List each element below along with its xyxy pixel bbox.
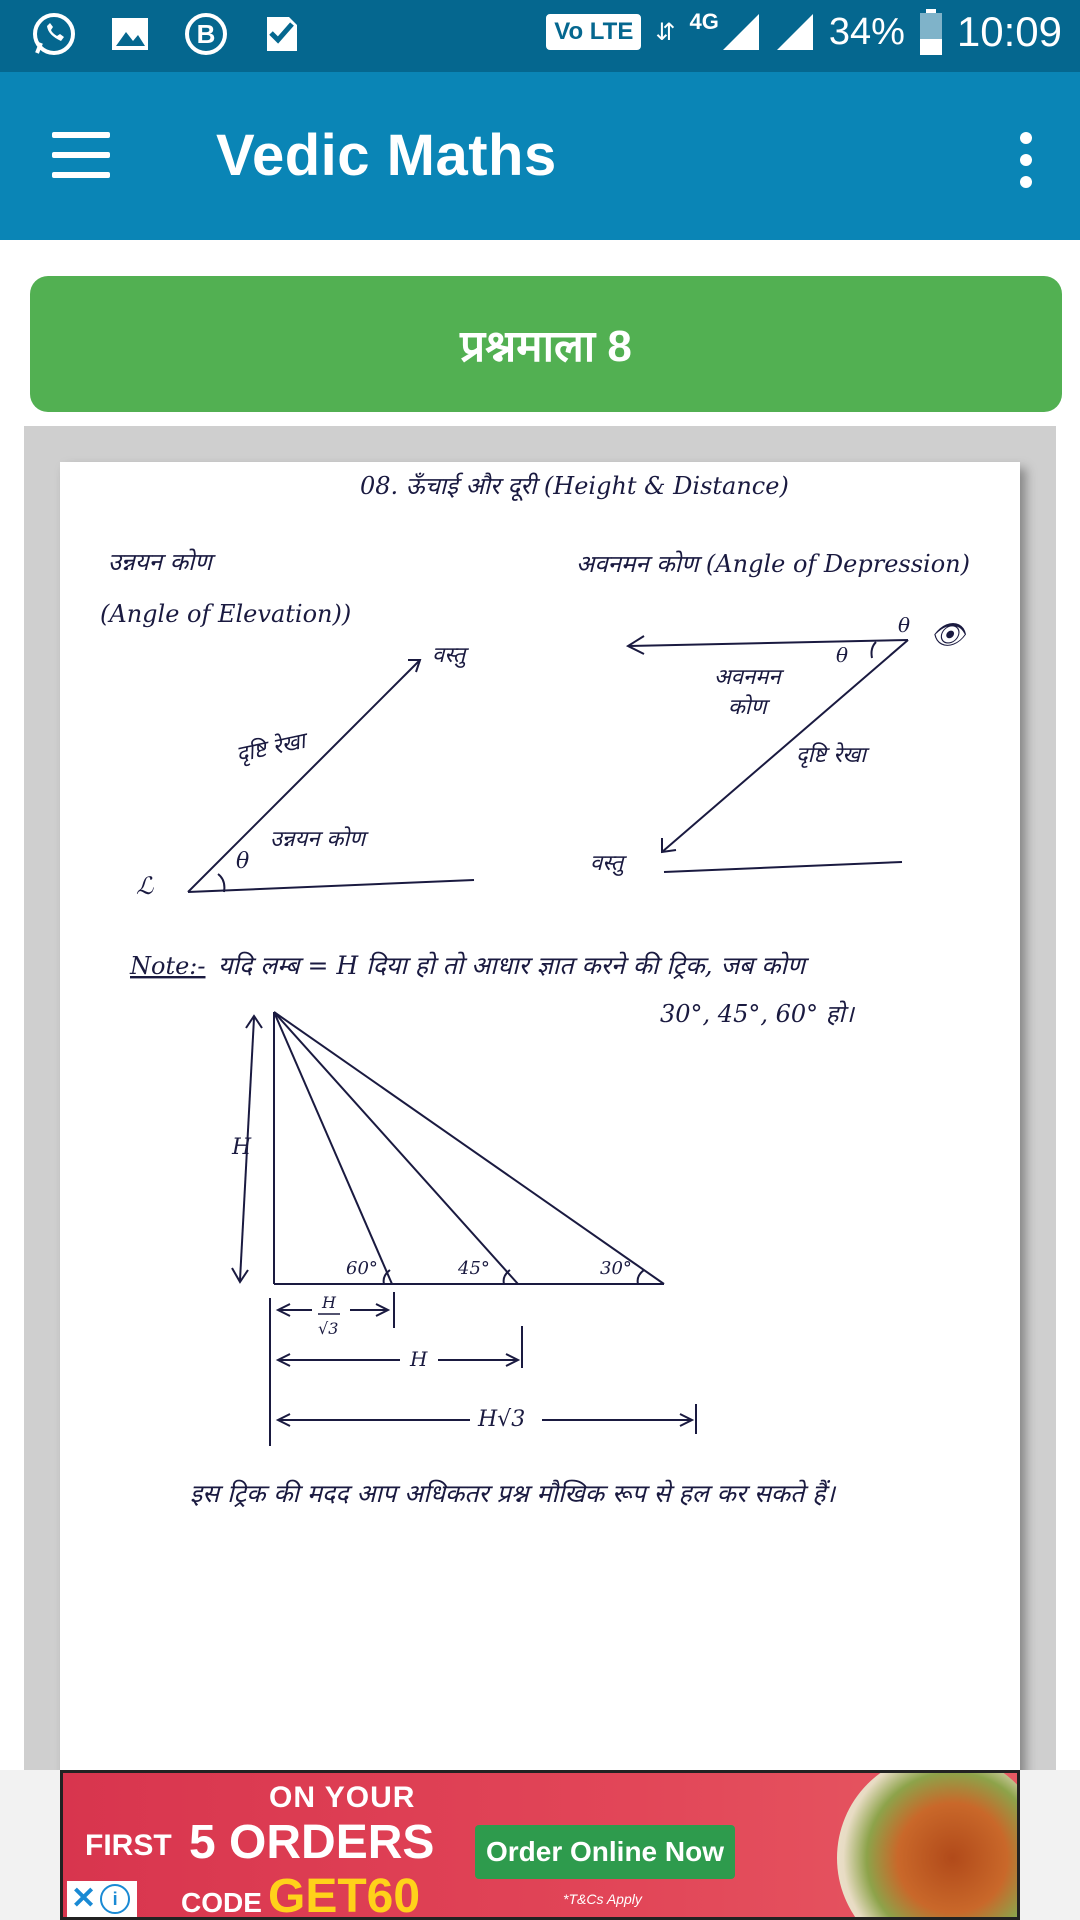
gallery-icon [106, 10, 154, 58]
depression-theta-2: θ [836, 643, 849, 667]
base-60-denominator: √3 [318, 1319, 339, 1338]
note-label: Note:- [130, 952, 206, 980]
document-viewer[interactable] [24, 426, 1056, 1770]
ad-first: FIRST [85, 1829, 172, 1862]
ad-info-icon[interactable]: i [100, 1884, 130, 1914]
b-app-icon [182, 10, 230, 58]
ad-controls [67, 1881, 137, 1917]
data-arrows-icon: ⇵ [655, 18, 676, 46]
base-30-label: H√3 [478, 1407, 526, 1432]
doc-heading: 08. ऊँचाई और दूरी (Height & Distance) [360, 472, 789, 500]
depression-angle-label-2: कोण [728, 695, 767, 720]
signal-icon-2 [775, 12, 815, 52]
depression-horizontal-line [628, 640, 908, 646]
elevation-theta: θ [236, 849, 250, 874]
volte-badge: Vo LTE [546, 14, 641, 50]
battery-icon [919, 9, 943, 55]
whatsapp-icon [30, 10, 78, 58]
elevation-sight-line [188, 660, 420, 892]
battery-percent: 34% [828, 10, 905, 53]
elevation-sight-label: दृष्टि रेखा [234, 728, 308, 768]
food-image [837, 1770, 1020, 1920]
ad-promo-code: GET60 [268, 1870, 421, 1920]
triangle-angle-30: 30° [600, 1258, 632, 1279]
app-bar [0, 72, 1080, 240]
doc-footer: इस ट्रिक की मदद आप अधिकतर प्रश्न मौखिक रूप से हल कर सकते हैं। [190, 1479, 836, 1508]
note-line-1: यदि लम्ब = H दिया हो तो आधार ज्ञात करने की ट्रिक, जब कोण [218, 951, 806, 980]
task-check-icon [258, 10, 306, 58]
ad-terms: *T&Cs Apply [563, 1891, 642, 1907]
app-title: Vedic Maths [216, 123, 557, 188]
ad-margin-right [1020, 1770, 1080, 1920]
elevation-title-hi: उन्नयन कोण [108, 548, 212, 576]
chapter-button[interactable]: प्रश्नमाला 8 [30, 276, 1062, 412]
triangle-angle-45: 45° [458, 1258, 490, 1279]
depression-title: अवनमन कोण (Angle of Depression) [576, 550, 970, 578]
depression-sight-line [662, 640, 908, 852]
elevation-ground-line [188, 880, 474, 892]
elevation-observer-mark: ℒ [136, 872, 154, 900]
status-bar [0, 0, 1080, 72]
network-type: 4G [689, 9, 719, 34]
order-online-button[interactable]: Order Online Now [475, 1825, 735, 1879]
depression-eye-mark: 👁 [930, 618, 966, 651]
elevation-title-en: (Angle of Elevation)) [100, 600, 352, 628]
signal-icon [721, 12, 761, 52]
depression-sight-label: दृष्टि रेखा [796, 743, 866, 768]
depression-theta-1: θ [898, 613, 911, 637]
depression-ground-line [664, 862, 902, 872]
depression-angle-label-1: अवनमन [714, 665, 781, 690]
hamburger-menu-icon[interactable] [52, 132, 116, 180]
clock: 10:09 [956, 8, 1062, 55]
note-line-2: 30°, 45°, 60° हो। [660, 1000, 854, 1028]
triangle-angle-60: 60° [346, 1258, 378, 1279]
elevation-angle-label: उन्नयन कोण [270, 827, 366, 852]
ad-orders: 5 ORDERS [189, 1816, 435, 1869]
ad-line-top: ON YOUR [269, 1781, 416, 1814]
elevation-object: वस्तु [432, 643, 466, 668]
overflow-menu-icon[interactable] [1004, 132, 1044, 188]
ad-banner[interactable] [60, 1770, 1020, 1920]
triangle-height-label: H [232, 1135, 252, 1160]
document-page [60, 462, 1020, 1770]
ad-close-icon[interactable]: ✕ [71, 1882, 97, 1915]
base-60-numerator: H [322, 1293, 336, 1312]
depression-object: वस्तु [590, 851, 624, 876]
ad-code-label: CODE [181, 1887, 262, 1918]
handwritten-notes [60, 462, 1020, 1770]
ad-margin-left [0, 1770, 60, 1920]
base-45-label: H [410, 1347, 428, 1371]
svg-text:B: B [196, 19, 216, 49]
